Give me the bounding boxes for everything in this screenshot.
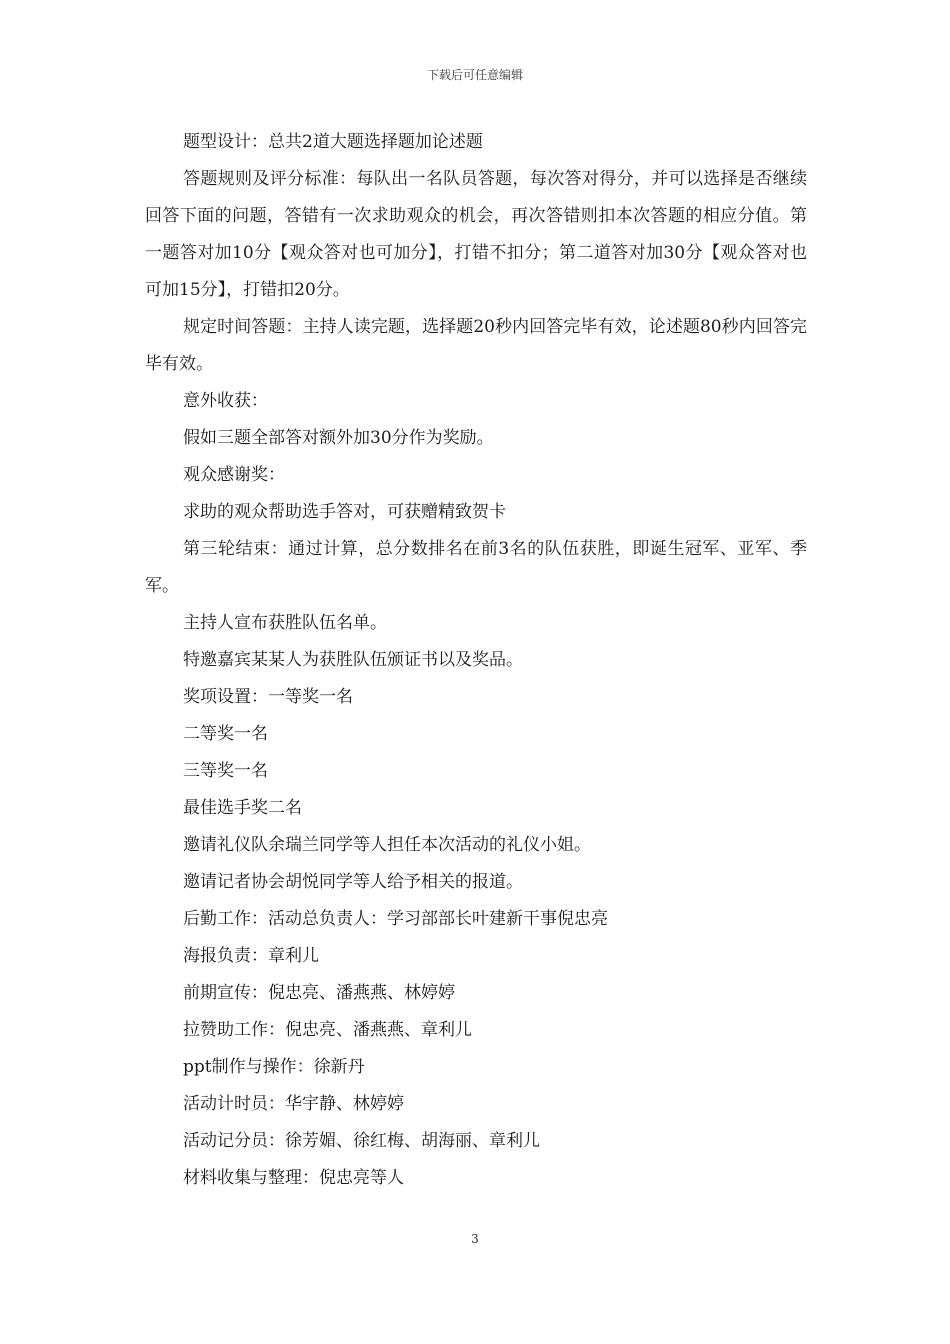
paragraph-time-limit: 规定时间答题：主持人读完题，选择题20秒内回答完毕有效，论述题80秒内回答完毕有效。 [145,317,807,374]
paragraph-bonus: 假如三题全部答对额外加30分作为奖励。 [183,428,494,448]
paragraph-round-three-end: 第三轮结束：通过计算，总分数排名在前3名的队伍获胜，即诞生冠军、亚军、季军。 [145,539,807,596]
page-header: 下载后可任意编辑 [426,68,523,82]
paragraph-sponsorship: 拉赞助工作：倪忠亮、潘燕燕、章利儿 [183,1020,472,1040]
paragraph-third-prize: 三等奖一名 [183,761,268,781]
paragraph-scorekeeper: 活动记分员：徐芳媚、徐红梅、胡海丽、章利儿 [183,1131,540,1151]
paragraph-question-design: 题型设计：总共2道大题选择题加论述题 [183,132,483,152]
paragraph-materials: 材料收集与整理：倪忠亮等人 [183,1168,404,1188]
page-number: 3 [471,1232,479,1246]
paragraph-timekeeper: 活动计时员：华宇静、林婷婷 [183,1094,404,1114]
paragraph-poster: 海报负责：章利儿 [183,946,319,966]
paragraph-guest-award: 特邀嘉宾某某人为获胜队伍颁证书以及奖品。 [183,650,523,670]
paragraph-bonus-heading: 意外收获： [183,391,268,411]
paragraph-first-prize: 奖项设置：一等奖一名 [183,687,353,707]
paragraph-publicity: 前期宣传：倪忠亮、潘燕燕、林婷婷 [183,983,455,1003]
paragraph-logistics: 后勤工作：活动总负责人：学习部部长叶建新干事倪忠亮 [183,909,608,929]
paragraph-audience-heading: 观众感谢奖： [183,465,285,485]
paragraph-announce-winners: 主持人宣布获胜队伍名单。 [183,613,387,633]
paragraph-answer-rules: 答题规则及评分标准：每队出一名队员答题，每次答对得分，并可以选择是否继续回答下面的问题，答错有一次求助观众的机会，再次答错则扣本次答题的相应分值。第一题答对加10分【观众答对也可加分】，打错不扣分；第二道答对加30分【观众答对也可加15分】，打错扣20分。 [145,169,807,300]
paragraph-reporter: 邀请记者协会胡悦同学等人给予相关的报道。 [183,872,523,892]
paragraph-best-player: 最佳选手奖二名 [183,798,302,818]
document-body [145,124,807,1197]
paragraph-audience-award: 求助的观众帮助选手答对，可获赠精致贺卡 [183,502,506,522]
paragraph-ppt: ppt制作与操作：徐新丹 [183,1057,365,1077]
paragraph-etiquette: 邀请礼仪队余瑞兰同学等人担任本次活动的礼仪小姐。 [183,835,591,855]
paragraph-second-prize: 二等奖一名 [183,724,268,744]
